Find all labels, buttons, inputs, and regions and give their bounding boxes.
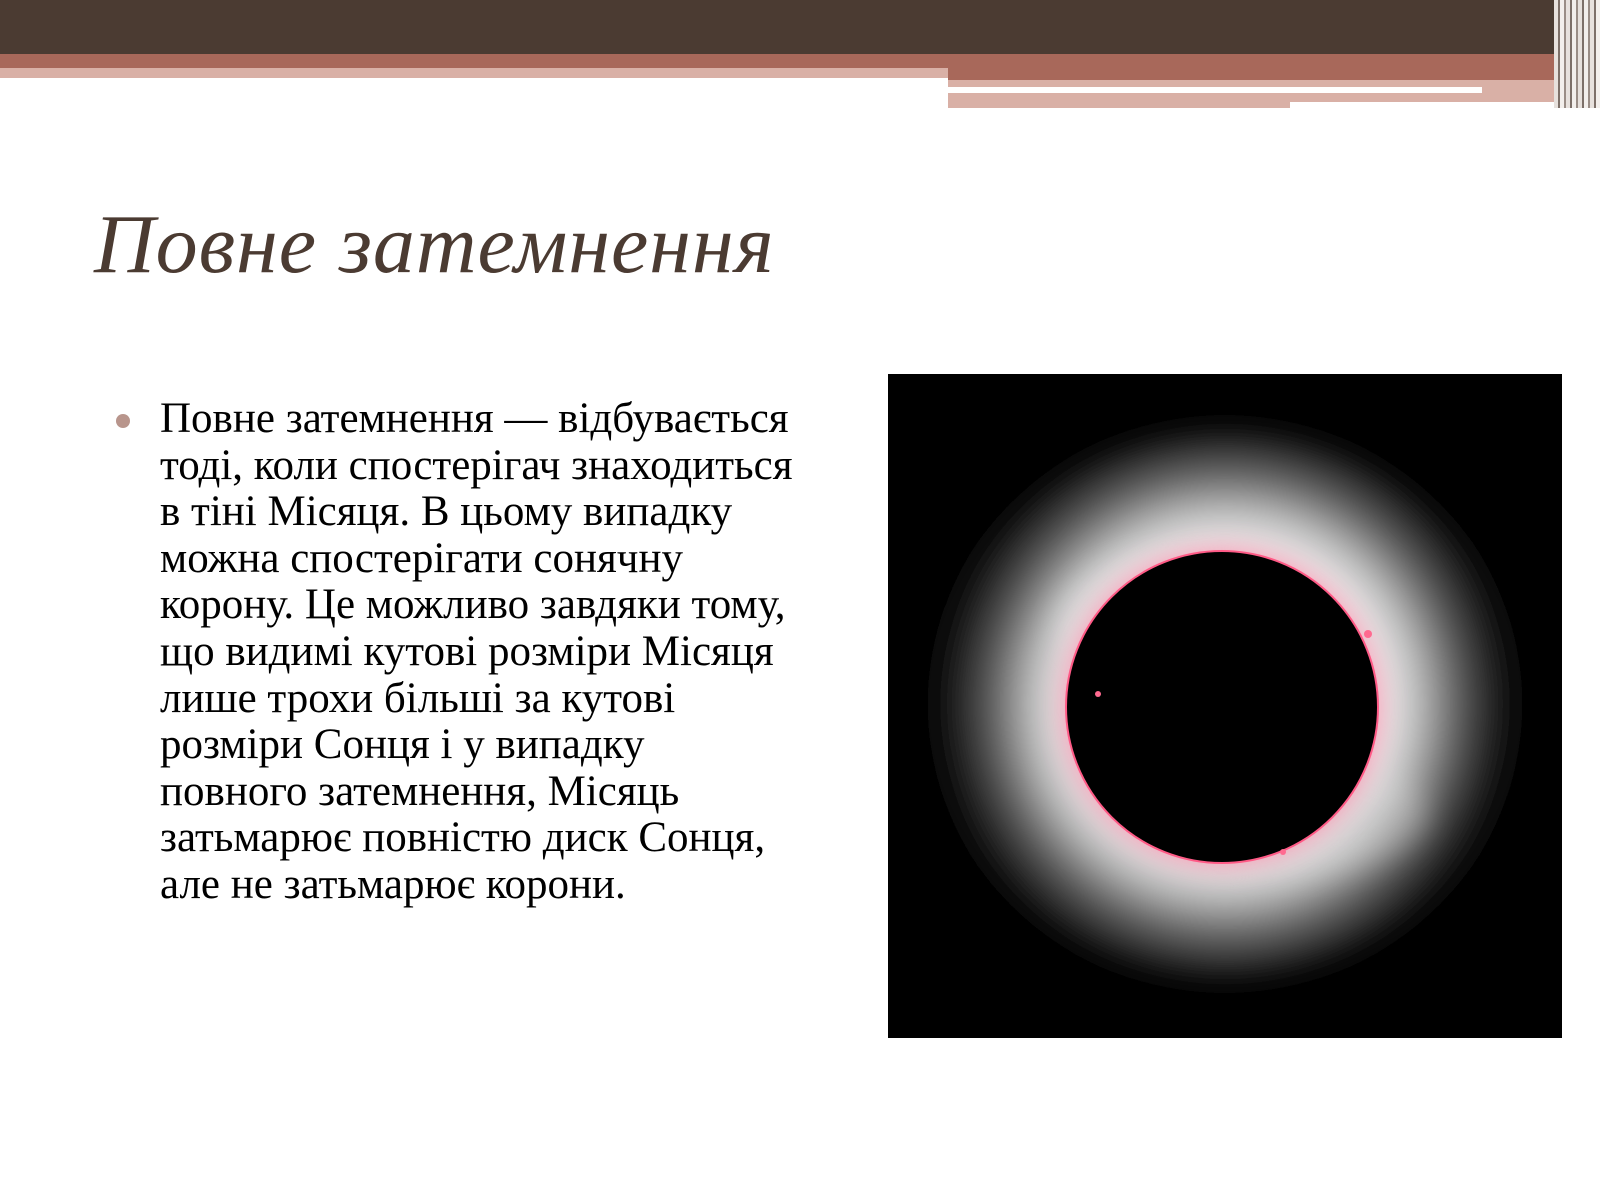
header-bar-dark bbox=[0, 0, 1600, 54]
header-bar-rust-right bbox=[948, 68, 1568, 80]
header-line-white-1 bbox=[948, 87, 1482, 93]
slide-title: Повне затемнення bbox=[94, 198, 775, 291]
bullet-dot-icon bbox=[116, 414, 130, 428]
header-bar-pink-left bbox=[0, 68, 948, 78]
eclipse-photo bbox=[888, 374, 1562, 1038]
header-line-white-2 bbox=[1290, 102, 1568, 108]
eclipse-image-icon bbox=[888, 374, 1562, 1038]
header-stripes bbox=[1554, 0, 1600, 108]
header-bar-rust bbox=[0, 54, 1600, 68]
bullet-text: Повне затемнення — відбувається тоді, коли спостерігач знаходиться в тіні Місяця. В цьому випадку можна спостерігати сонячну корону. Це можливо завдяки тому, що видимі кутові розміри Місяця лише трохи більші за кутові розміри Сонця і у випадку повного затемнення, Місяць затьмарює повністю диск Сонця, але не затьмарює корони. bbox=[160, 395, 793, 908]
